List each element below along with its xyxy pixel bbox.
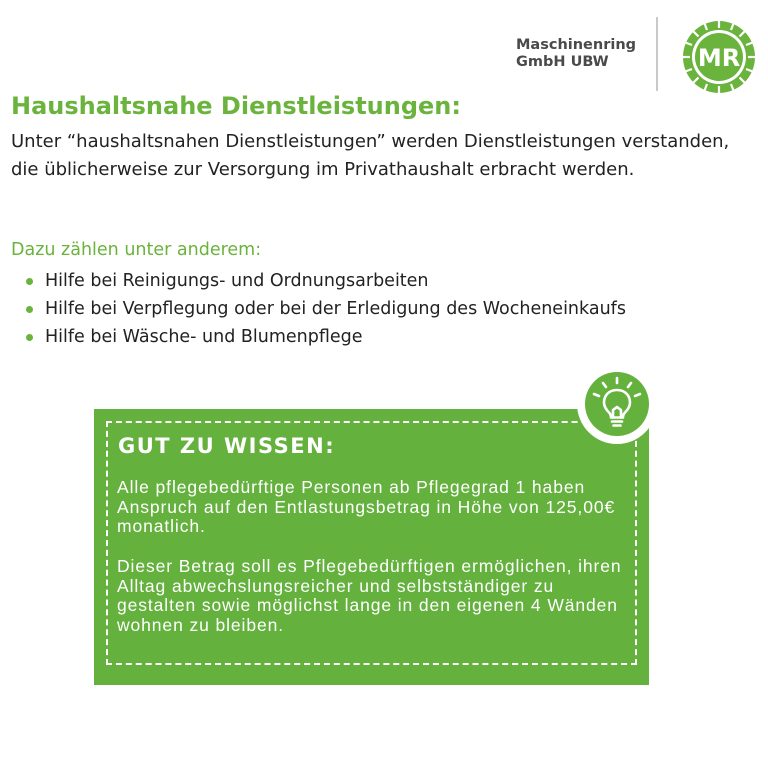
bullet-icon bbox=[26, 306, 33, 313]
lightbulb-badge bbox=[577, 364, 657, 444]
list-item-label: Hilfe bei Wäsche- und Blumenpflege bbox=[45, 327, 363, 347]
list-heading: Dazu zählen unter anderem: bbox=[11, 240, 262, 260]
mr-gear-logo-icon bbox=[679, 17, 759, 97]
service-list bbox=[26, 267, 626, 351]
bullet-icon bbox=[26, 334, 33, 341]
company-name-line2: GmbH UBW bbox=[516, 54, 609, 70]
company-name bbox=[516, 37, 636, 71]
company-name-line1: Maschinenring bbox=[516, 37, 637, 53]
info-box-heading: GUT ZU WISSEN: bbox=[118, 434, 336, 458]
logo-emblem-text: MR bbox=[697, 44, 741, 72]
page-title: Haushaltsnahe Dienstleistungen: bbox=[11, 92, 461, 120]
list-item bbox=[26, 267, 626, 295]
list-item-label: Hilfe bei Verpflegung oder bei der Erledigung des Wocheneinkaufs bbox=[45, 299, 626, 319]
list-item bbox=[26, 323, 626, 351]
bullet-icon bbox=[26, 278, 33, 285]
list-item-label: Hilfe bei Reinigungs- und Ordnungsarbeiten bbox=[45, 271, 429, 291]
list-item bbox=[26, 295, 626, 323]
info-box-paragraph-2: Dieser Betrag soll es Pflegebedürftigen ermöglichen, ihren Alltag abwechslungsreicher und selbstständiger zu gestalten sowie möglichst lange in den eigenen 4 Wänden wohnen zu bleiben. bbox=[117, 556, 622, 635]
logo-divider bbox=[656, 17, 658, 91]
lightbulb-icon bbox=[585, 372, 649, 436]
intro-text: Unter “haushaltsnahen Dienstleistungen” werden Dienstleistungen verstanden, die üblicherweise zur Versorgung im Privathaushalt erbracht werden. bbox=[11, 131, 730, 180]
info-box-paragraph-1: Alle pflegebedürftige Personen ab Pflegegrad 1 haben Anspruch auf den Entlastungsbetrag in Höhe von 125,00€ monatlich. bbox=[117, 477, 616, 536]
